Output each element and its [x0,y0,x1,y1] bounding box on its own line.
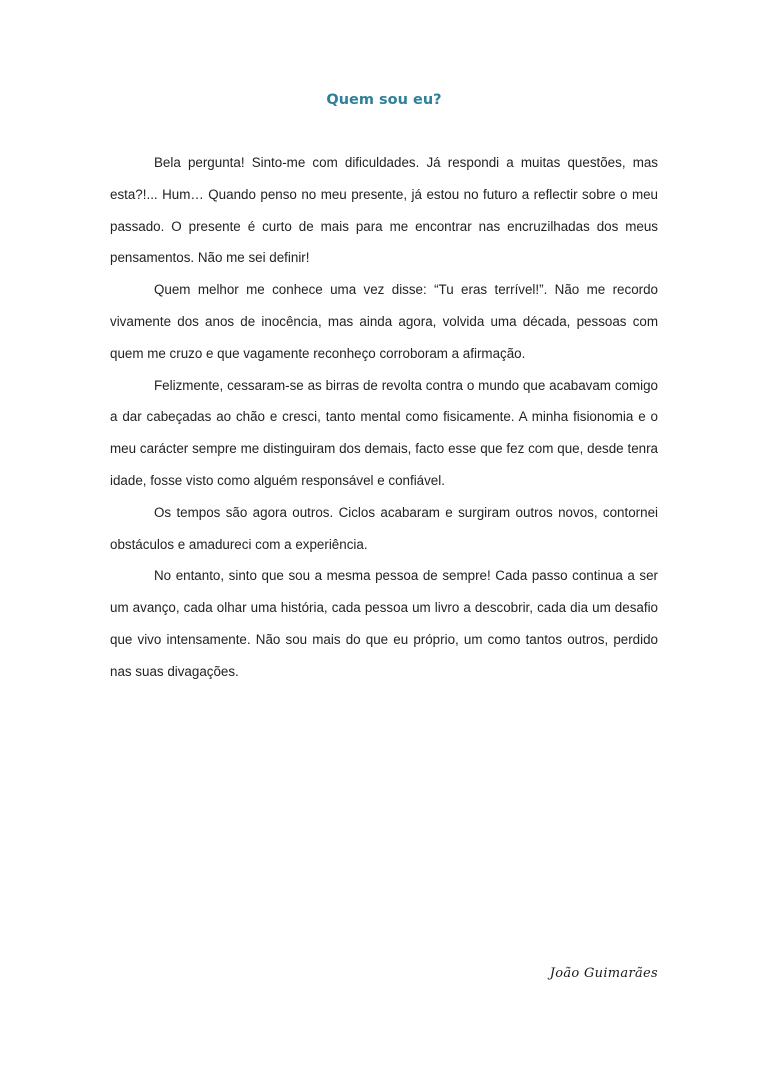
paragraph-1: Bela pergunta! Sinto-me com dificuldades. Já respondi a muitas questões, mas esta?!... Hum… Quando penso no meu presente, já estou no futuro a reflectir sobre o meu passado. O presente é curto de mais para me encontrar nas encruzilhadas dos meus pensamentos. Não me sei definir! [110,155,658,266]
author-signature: João Guimarães [549,966,658,981]
document-body [110,147,658,688]
paragraph-5: No entanto, sinto que sou a mesma pessoa de sempre! Cada passo continua a ser um avanço, cada olhar uma história, cada pessoa um livro a descobrir, cada dia um desafio que vivo intensamente. Não sou mais do que eu próprio, um como tantos outros, perdido nas suas divagações. [110,568,658,679]
page-title: Quem sou eu? [326,92,442,108]
paragraph-3: Felizmente, cessaram-se as birras de revolta contra o mundo que acabavam comigo a dar cabeçadas ao chão e cresci, tanto mental como fisicamente. A minha fisionomia e o meu carácter sempre me distinguiram dos demais, facto esse que fez com que, desde tenra idade, fosse visto como alguém responsável e confiável. [110,377,658,488]
paragraph-2: Quem melhor me conhece uma vez disse: “Tu eras terrível!”. Não me recordo vivamente dos anos de inocência, mas ainda agora, volvida uma década, pessoas com quem me cruzo e que vagamente reconheço corroboram a afirmação. [110,282,658,361]
paragraph-4: Os tempos são agora outros. Ciclos acabaram e surgiram outros novos, contornei obstáculos e amadureci com a experiência. [110,504,658,552]
